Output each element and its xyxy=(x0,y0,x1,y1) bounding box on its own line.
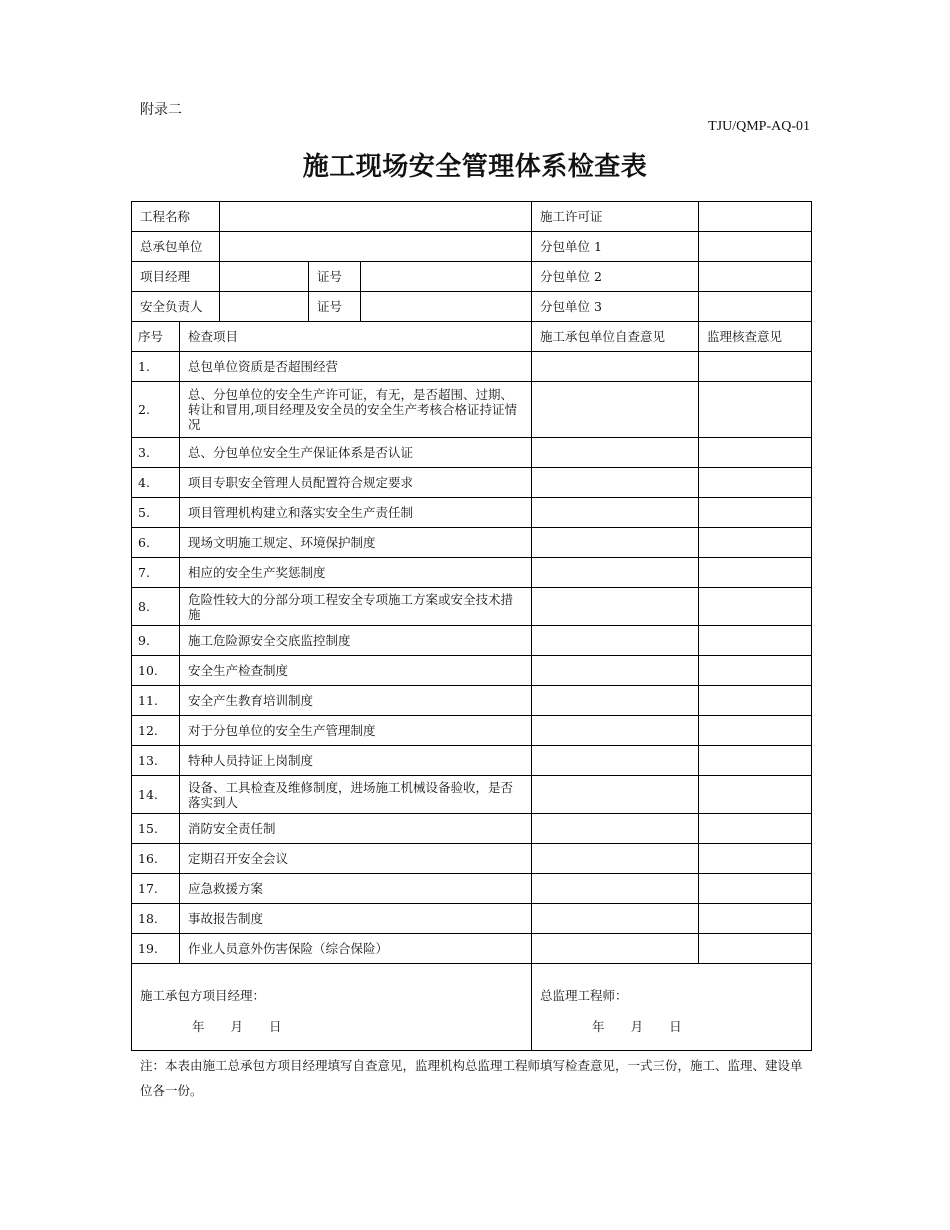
table-row xyxy=(132,814,812,844)
item-text: 相应的安全生产奖惩制度 xyxy=(180,558,532,588)
item-number: 17. xyxy=(132,874,180,904)
table-row xyxy=(132,934,812,964)
contractor-signature-cell[interactable] xyxy=(132,964,532,1051)
table-row xyxy=(132,716,812,746)
project-manager-field[interactable] xyxy=(220,262,309,292)
self-check-field[interactable] xyxy=(532,814,699,844)
table-row xyxy=(132,844,812,874)
item-text: 安全生产检查制度 xyxy=(180,656,532,686)
table-row xyxy=(132,498,812,528)
info-row-contractor xyxy=(132,232,812,262)
item-text: 施工危险源安全交底监控制度 xyxy=(180,626,532,656)
table-row xyxy=(132,686,812,716)
header-self-check: 施工承包单位自查意见 xyxy=(532,322,699,352)
contractor-signature-date xyxy=(140,1019,523,1034)
self-check-field[interactable] xyxy=(532,498,699,528)
footnote: 注：本表由施工总承包方项目经理填写自查意见，监理机构总监理工程师填写检查意见，一式三份，施工、监理、建设单位各一份。 xyxy=(140,1058,803,1098)
item-text: 总、分包单位的安全生产许可证，有无，是否超围、过期、转让和冒用,项目经理及安全员的安全生产考核合格证持证情况 xyxy=(180,382,532,438)
supervision-field[interactable] xyxy=(699,352,812,382)
subcontractor-3-field[interactable] xyxy=(699,292,812,322)
self-check-field[interactable] xyxy=(532,626,699,656)
table-row xyxy=(132,352,812,382)
item-number: 12. xyxy=(132,716,180,746)
table-row xyxy=(132,438,812,468)
table-row xyxy=(132,874,812,904)
table-row xyxy=(132,528,812,558)
item-number: 5. xyxy=(132,498,180,528)
item-text: 定期召开安全会议 xyxy=(180,844,532,874)
signature-row xyxy=(132,964,812,1051)
self-check-field[interactable] xyxy=(532,776,699,814)
general-contractor-label: 总承包单位 xyxy=(132,232,220,262)
subcontractor-2-label: 分包单位 2 xyxy=(532,262,699,292)
date-year: 年 xyxy=(192,1019,205,1034)
safety-officer-field[interactable] xyxy=(220,292,309,322)
item-text: 特种人员持证上岗制度 xyxy=(180,746,532,776)
manager-cert-field[interactable] xyxy=(361,262,532,292)
item-text: 作业人员意外伤害保险（综合保险） xyxy=(180,934,532,964)
contractor-signature-label: 施工承包方项目经理： xyxy=(140,988,266,1003)
supervision-field[interactable] xyxy=(699,776,812,814)
supervision-field[interactable] xyxy=(699,716,812,746)
self-check-field[interactable] xyxy=(532,588,699,626)
supervision-field[interactable] xyxy=(699,468,812,498)
construction-permit-field[interactable] xyxy=(699,202,812,232)
self-check-field[interactable] xyxy=(532,528,699,558)
item-text: 应急救援方案 xyxy=(180,874,532,904)
item-text: 危险性较大的分部分项工程安全专项施工方案或安全技术措施 xyxy=(180,588,532,626)
self-check-field[interactable] xyxy=(532,686,699,716)
item-number: 15. xyxy=(132,814,180,844)
construction-permit-label: 施工许可证 xyxy=(532,202,699,232)
item-number: 11. xyxy=(132,686,180,716)
item-number: 7. xyxy=(132,558,180,588)
table-row xyxy=(132,558,812,588)
appendix-label: 附录二 xyxy=(140,102,182,118)
date-day: 日 xyxy=(669,1019,682,1034)
subcontractor-3-label: 分包单位 3 xyxy=(532,292,699,322)
project-name-label: 工程名称 xyxy=(132,202,220,232)
page-title: 施工现场安全管理体系检查表 xyxy=(302,152,648,182)
general-contractor-field[interactable] xyxy=(220,232,532,262)
item-number: 9. xyxy=(132,626,180,656)
item-text: 安全产生教育培训制度 xyxy=(180,686,532,716)
safety-cert-label: 证号 xyxy=(309,292,361,322)
item-number: 16. xyxy=(132,844,180,874)
self-check-field[interactable] xyxy=(532,438,699,468)
self-check-field[interactable] xyxy=(532,468,699,498)
supervision-field[interactable] xyxy=(699,844,812,874)
item-text: 现场文明施工规定、环境保护制度 xyxy=(180,528,532,558)
info-row-manager xyxy=(132,262,812,292)
project-manager-label: 项目经理 xyxy=(132,262,220,292)
supervision-field[interactable] xyxy=(699,558,812,588)
supervisor-signature-label: 总监理工程师： xyxy=(540,988,628,1003)
table-row xyxy=(132,382,812,438)
header-item: 检查项目 xyxy=(180,322,532,352)
item-text: 总包单位资质是否超围经营 xyxy=(180,352,532,382)
item-number: 13. xyxy=(132,746,180,776)
supervision-field[interactable] xyxy=(699,814,812,844)
table-row xyxy=(132,626,812,656)
header-no: 序号 xyxy=(132,322,180,352)
self-check-field[interactable] xyxy=(532,716,699,746)
item-text: 对于分包单位的安全生产管理制度 xyxy=(180,716,532,746)
table-row xyxy=(132,746,812,776)
supervision-field[interactable] xyxy=(699,904,812,934)
manager-cert-label: 证号 xyxy=(309,262,361,292)
item-text: 设备、工具检查及维修制度，进场施工机械设备验收，是否落实到人 xyxy=(180,776,532,814)
item-text: 项目管理机构建立和落实安全生产责任制 xyxy=(180,498,532,528)
date-year: 年 xyxy=(592,1019,605,1034)
supervision-field[interactable] xyxy=(699,528,812,558)
table-row xyxy=(132,776,812,814)
safety-officer-label: 安全负责人 xyxy=(132,292,220,322)
item-number: 18. xyxy=(132,904,180,934)
supervision-field[interactable] xyxy=(699,686,812,716)
item-text: 事故报告制度 xyxy=(180,904,532,934)
supervision-field[interactable] xyxy=(699,498,812,528)
item-number: 3. xyxy=(132,438,180,468)
self-check-field[interactable] xyxy=(532,904,699,934)
header-supervision: 监理核查意见 xyxy=(699,322,812,352)
subcontractor-2-field[interactable] xyxy=(699,262,812,292)
self-check-field[interactable] xyxy=(532,874,699,904)
info-row-project xyxy=(132,202,812,232)
supervision-field[interactable] xyxy=(699,656,812,686)
self-check-field[interactable] xyxy=(532,656,699,686)
item-text: 项目专职安全管理人员配置符合规定要求 xyxy=(180,468,532,498)
self-check-field[interactable] xyxy=(532,382,699,438)
table-row xyxy=(132,588,812,626)
date-month: 月 xyxy=(630,1019,644,1034)
supervision-field[interactable] xyxy=(699,588,812,626)
table-row xyxy=(132,904,812,934)
supervisor-signature-date xyxy=(540,1019,803,1034)
date-day: 日 xyxy=(269,1019,282,1034)
item-text: 总、分包单位安全生产保证体系是否认证 xyxy=(180,438,532,468)
info-row-safety xyxy=(132,292,812,322)
item-number: 8. xyxy=(132,588,180,626)
checklist-header-row xyxy=(132,322,812,352)
self-check-field[interactable] xyxy=(532,558,699,588)
supervisor-signature-cell[interactable] xyxy=(532,964,812,1051)
item-number: 4. xyxy=(132,468,180,498)
self-check-field[interactable] xyxy=(532,352,699,382)
self-check-field[interactable] xyxy=(532,746,699,776)
project-name-field[interactable] xyxy=(220,202,532,232)
subcontractor-1-label: 分包单位 1 xyxy=(532,232,699,262)
form-code: TJU/QMP-AQ-01 xyxy=(708,119,810,134)
item-number: 1. xyxy=(132,352,180,382)
date-month: 月 xyxy=(230,1019,244,1034)
supervision-field[interactable] xyxy=(699,746,812,776)
self-check-field[interactable] xyxy=(532,844,699,874)
safety-cert-field[interactable] xyxy=(361,292,532,322)
item-number: 6. xyxy=(132,528,180,558)
inspection-table xyxy=(131,201,812,1051)
supervision-field[interactable] xyxy=(699,382,812,438)
item-number: 10. xyxy=(132,656,180,686)
table-row xyxy=(132,656,812,686)
supervision-field[interactable] xyxy=(699,874,812,904)
supervision-field[interactable] xyxy=(699,438,812,468)
table-row xyxy=(132,468,812,498)
item-number: 2. xyxy=(132,382,180,438)
item-text: 消防安全责任制 xyxy=(180,814,532,844)
self-check-field[interactable] xyxy=(532,934,699,964)
subcontractor-1-field[interactable] xyxy=(699,232,812,262)
supervision-field[interactable] xyxy=(699,626,812,656)
supervision-field[interactable] xyxy=(699,934,812,964)
item-number: 19. xyxy=(132,934,180,964)
item-number: 14. xyxy=(132,776,180,814)
